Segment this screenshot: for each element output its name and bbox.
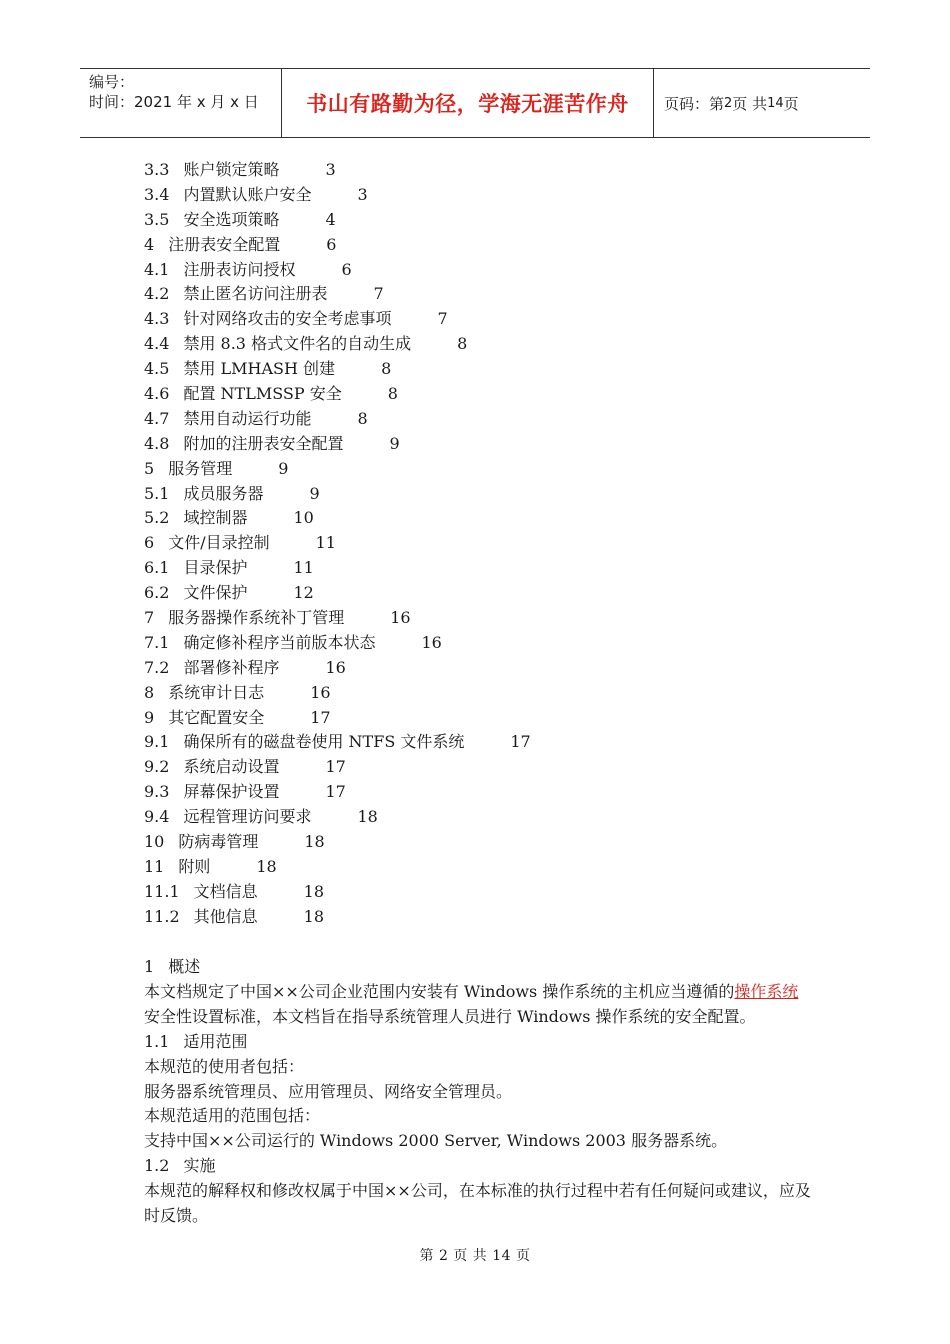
section-heading-1: [144, 955, 824, 980]
toc-title: 确定修补程序当前版本状态: [183, 632, 376, 652]
toc-title: 附则: [178, 856, 211, 876]
paragraph: [144, 980, 824, 1005]
toc-number: 4.6: [144, 384, 170, 404]
toc-entry[interactable]: [144, 706, 531, 731]
page-header: [80, 68, 870, 138]
toc-entry[interactable]: [144, 183, 531, 208]
toc-entry[interactable]: [144, 357, 531, 382]
toc-page: 17: [510, 732, 531, 752]
toc-title: 系统启动设置: [183, 757, 280, 777]
page-suffix: 页: [783, 94, 799, 113]
section-heading-1-1: [144, 1030, 824, 1055]
toc-page: 18: [357, 807, 378, 827]
toc-title: 禁用 LMHASH 创建: [183, 359, 336, 379]
page-mid: 页 共: [732, 94, 768, 113]
toc-number: 3.4: [144, 184, 170, 204]
toc-page: 18: [304, 832, 325, 852]
paragraph-text: 本文档规定了中国××公司企业范围内安装有 Windows 操作系统的主机应当遵循的: [144, 981, 735, 1001]
toc-page: 9: [278, 458, 289, 478]
toc-title: 成员服务器: [183, 483, 264, 503]
toc-entry[interactable]: [144, 556, 531, 581]
toc-number: 7: [144, 608, 155, 628]
toc-page: 9: [389, 433, 400, 453]
toc-number: 6.2: [144, 583, 170, 603]
toc-page: 17: [325, 757, 346, 777]
toc-title: 针对网络攻击的安全考虑事项: [183, 309, 392, 329]
toc-entry[interactable]: [144, 457, 531, 482]
toc-title: 配置 NTLMSSP 安全: [183, 384, 342, 404]
toc-title: 内置默认账户安全: [183, 184, 312, 204]
toc-page: 8: [457, 334, 468, 354]
toc-title: 确保所有的磁盘卷使用 NTFS 文件系统: [183, 732, 465, 752]
toc-title: 文档信息: [193, 881, 258, 901]
toc-title: 文件/目录控制: [168, 533, 270, 553]
toc-title: 防病毒管理: [178, 832, 259, 852]
toc-page: 16: [421, 632, 442, 652]
toc-entry[interactable]: [144, 506, 531, 531]
toc-title: 禁止匿名访问注册表: [183, 284, 328, 304]
header-motto: 书山有路勤为径，学海无涯苦作舟: [282, 69, 654, 137]
toc-number: 7.2: [144, 657, 170, 677]
section-heading-1-2: [144, 1154, 824, 1179]
toc-entry[interactable]: [144, 208, 531, 233]
toc-entry[interactable]: [144, 432, 531, 457]
toc-number: 9.4: [144, 807, 170, 827]
toc-number: 9: [144, 707, 155, 727]
document-body: [144, 955, 824, 1229]
toc-number: 3.3: [144, 160, 170, 179]
toc-number: 5.2: [144, 508, 170, 528]
header-meta: [80, 69, 282, 137]
toc-number: 4: [144, 234, 155, 254]
section-title: 实施: [183, 1156, 216, 1176]
document-time: 时间：2021 年 x 月 x 日: [89, 93, 259, 111]
toc-title: 服务器操作系统补丁管理: [168, 608, 345, 628]
toc-number: 10: [144, 832, 165, 852]
toc-title: 屏幕保护设置: [183, 782, 280, 802]
toc-entry[interactable]: [144, 407, 531, 432]
toc-page: 3: [325, 160, 336, 179]
toc-page: 4: [325, 209, 336, 229]
os-link[interactable]: 操作系统: [734, 981, 799, 1001]
toc-entry[interactable]: [144, 730, 531, 755]
toc-number: 8: [144, 682, 155, 702]
toc-number: 9.1: [144, 732, 170, 752]
toc-number: 4.7: [144, 408, 170, 428]
header-page-info: [654, 69, 870, 137]
toc-number: 3.5: [144, 209, 170, 229]
toc-title: 其它配置安全: [168, 707, 265, 727]
toc-entry[interactable]: [144, 258, 531, 283]
section-number: 1.2: [144, 1156, 170, 1176]
toc-number: 11.2: [144, 906, 180, 926]
toc-number: 9.3: [144, 782, 170, 802]
toc-page: 18: [303, 906, 324, 926]
toc-page: 7: [373, 284, 384, 304]
toc-page: 16: [310, 682, 331, 702]
paragraph: 服务器系统管理员、应用管理员、网络安全管理员。: [144, 1081, 513, 1101]
toc-page: 8: [387, 384, 398, 404]
toc-title: 安全选项策略: [183, 209, 280, 229]
toc-entry[interactable]: [144, 158, 531, 183]
toc-title: 远程管理访问要求: [183, 807, 312, 827]
paragraph: 安全性设置标准，本文档旨在指导系统管理人员进行 Windows 操作系统的安全配置。: [144, 1006, 756, 1026]
toc-page: 10: [293, 508, 314, 528]
toc-title: 附加的注册表安全配置: [183, 433, 344, 453]
toc-title: 系统审计日志: [168, 682, 265, 702]
toc-page: 18: [256, 856, 277, 876]
toc-title: 部署修补程序: [183, 657, 280, 677]
toc-entry[interactable]: [144, 482, 531, 507]
toc-entry[interactable]: [144, 531, 531, 556]
toc-number: 4.1: [144, 259, 170, 279]
toc-entry[interactable]: [144, 880, 531, 905]
toc-number: 7.1: [144, 632, 170, 652]
toc-page: 18: [303, 881, 324, 901]
toc-number: 9.2: [144, 757, 170, 777]
toc-entry[interactable]: [144, 780, 531, 805]
toc-entry[interactable]: [144, 332, 531, 357]
toc-number: 5.1: [144, 483, 170, 503]
section-number: 1.1: [144, 1031, 170, 1051]
toc-entry[interactable]: [144, 855, 531, 880]
toc-entry[interactable]: [144, 805, 531, 830]
section-number: 1: [144, 957, 155, 976]
toc-entry[interactable]: [144, 307, 531, 332]
toc-title: 域控制器: [183, 508, 248, 528]
page-total: 14: [767, 95, 784, 111]
page-prefix: 页码：第: [664, 94, 725, 113]
toc-number: 4.2: [144, 284, 170, 304]
toc-page: 6: [326, 234, 337, 254]
toc-title: 服务管理: [168, 458, 233, 478]
toc-page: 11: [315, 533, 336, 553]
table-of-contents: [144, 158, 531, 930]
toc-entry[interactable]: [144, 681, 531, 706]
toc-page: 16: [325, 657, 346, 677]
toc-page: 11: [293, 558, 314, 578]
toc-entry[interactable]: [144, 755, 531, 780]
toc-number: 4.4: [144, 334, 170, 354]
toc-entry[interactable]: [144, 581, 531, 606]
toc-page: 7: [437, 309, 448, 329]
toc-number: 4.8: [144, 433, 170, 453]
paragraph: 本规范适用的范围包括：: [144, 1106, 321, 1126]
toc-number: 11.1: [144, 881, 180, 901]
toc-page: 6: [341, 259, 352, 279]
toc-entry[interactable]: [144, 382, 531, 407]
toc-number: 4.5: [144, 359, 170, 379]
toc-entry[interactable]: [144, 656, 531, 681]
toc-page: 3: [357, 184, 368, 204]
paragraph: 支持中国××公司运行的 Windows 2000 Server, Windows 2003 服务器系统。: [144, 1131, 728, 1151]
toc-page: 17: [310, 707, 331, 727]
toc-title: 其他信息: [193, 906, 258, 926]
toc-number: 11: [144, 856, 165, 876]
toc-entry[interactable]: [144, 606, 531, 631]
toc-page: 8: [357, 408, 368, 428]
toc-page: 12: [293, 583, 314, 603]
toc-number: 6: [144, 533, 155, 553]
toc-number: 6.1: [144, 558, 170, 578]
document-code-label: 编号：: [89, 73, 135, 91]
toc-entry[interactable]: [144, 830, 531, 855]
section-title: 适用范围: [183, 1031, 248, 1051]
toc-title: 文件保护: [183, 583, 248, 603]
toc-page: 16: [390, 608, 411, 628]
toc-title: 账户锁定策略: [183, 160, 280, 179]
toc-entry[interactable]: [144, 282, 531, 307]
toc-title: 注册表安全配置: [168, 234, 281, 254]
toc-title: 注册表访问授权: [183, 259, 296, 279]
toc-number: 4.3: [144, 309, 170, 329]
toc-entry[interactable]: [144, 631, 531, 656]
page-current: 2: [724, 95, 733, 111]
toc-entry[interactable]: [144, 905, 531, 930]
toc-title: 目录保护: [183, 558, 248, 578]
toc-page: 9: [309, 483, 320, 503]
page-footer: 第 2 页 共 14 页: [419, 1248, 531, 1264]
toc-page: 8: [381, 359, 392, 379]
toc-entry[interactable]: [144, 233, 531, 258]
paragraph: 本规范的解释权和修改权属于中国××公司，在本标准的执行过程中若有任何疑问或建议，应及时反馈。: [144, 1181, 811, 1226]
toc-title: 禁用自动运行功能: [183, 408, 312, 428]
section-title: 概述: [168, 957, 201, 976]
paragraph: 本规范的使用者包括：: [144, 1056, 305, 1076]
toc-number: 5: [144, 458, 155, 478]
toc-title: 禁用 8.3 格式文件名的自动生成: [183, 334, 412, 354]
toc-page: 17: [325, 782, 346, 802]
